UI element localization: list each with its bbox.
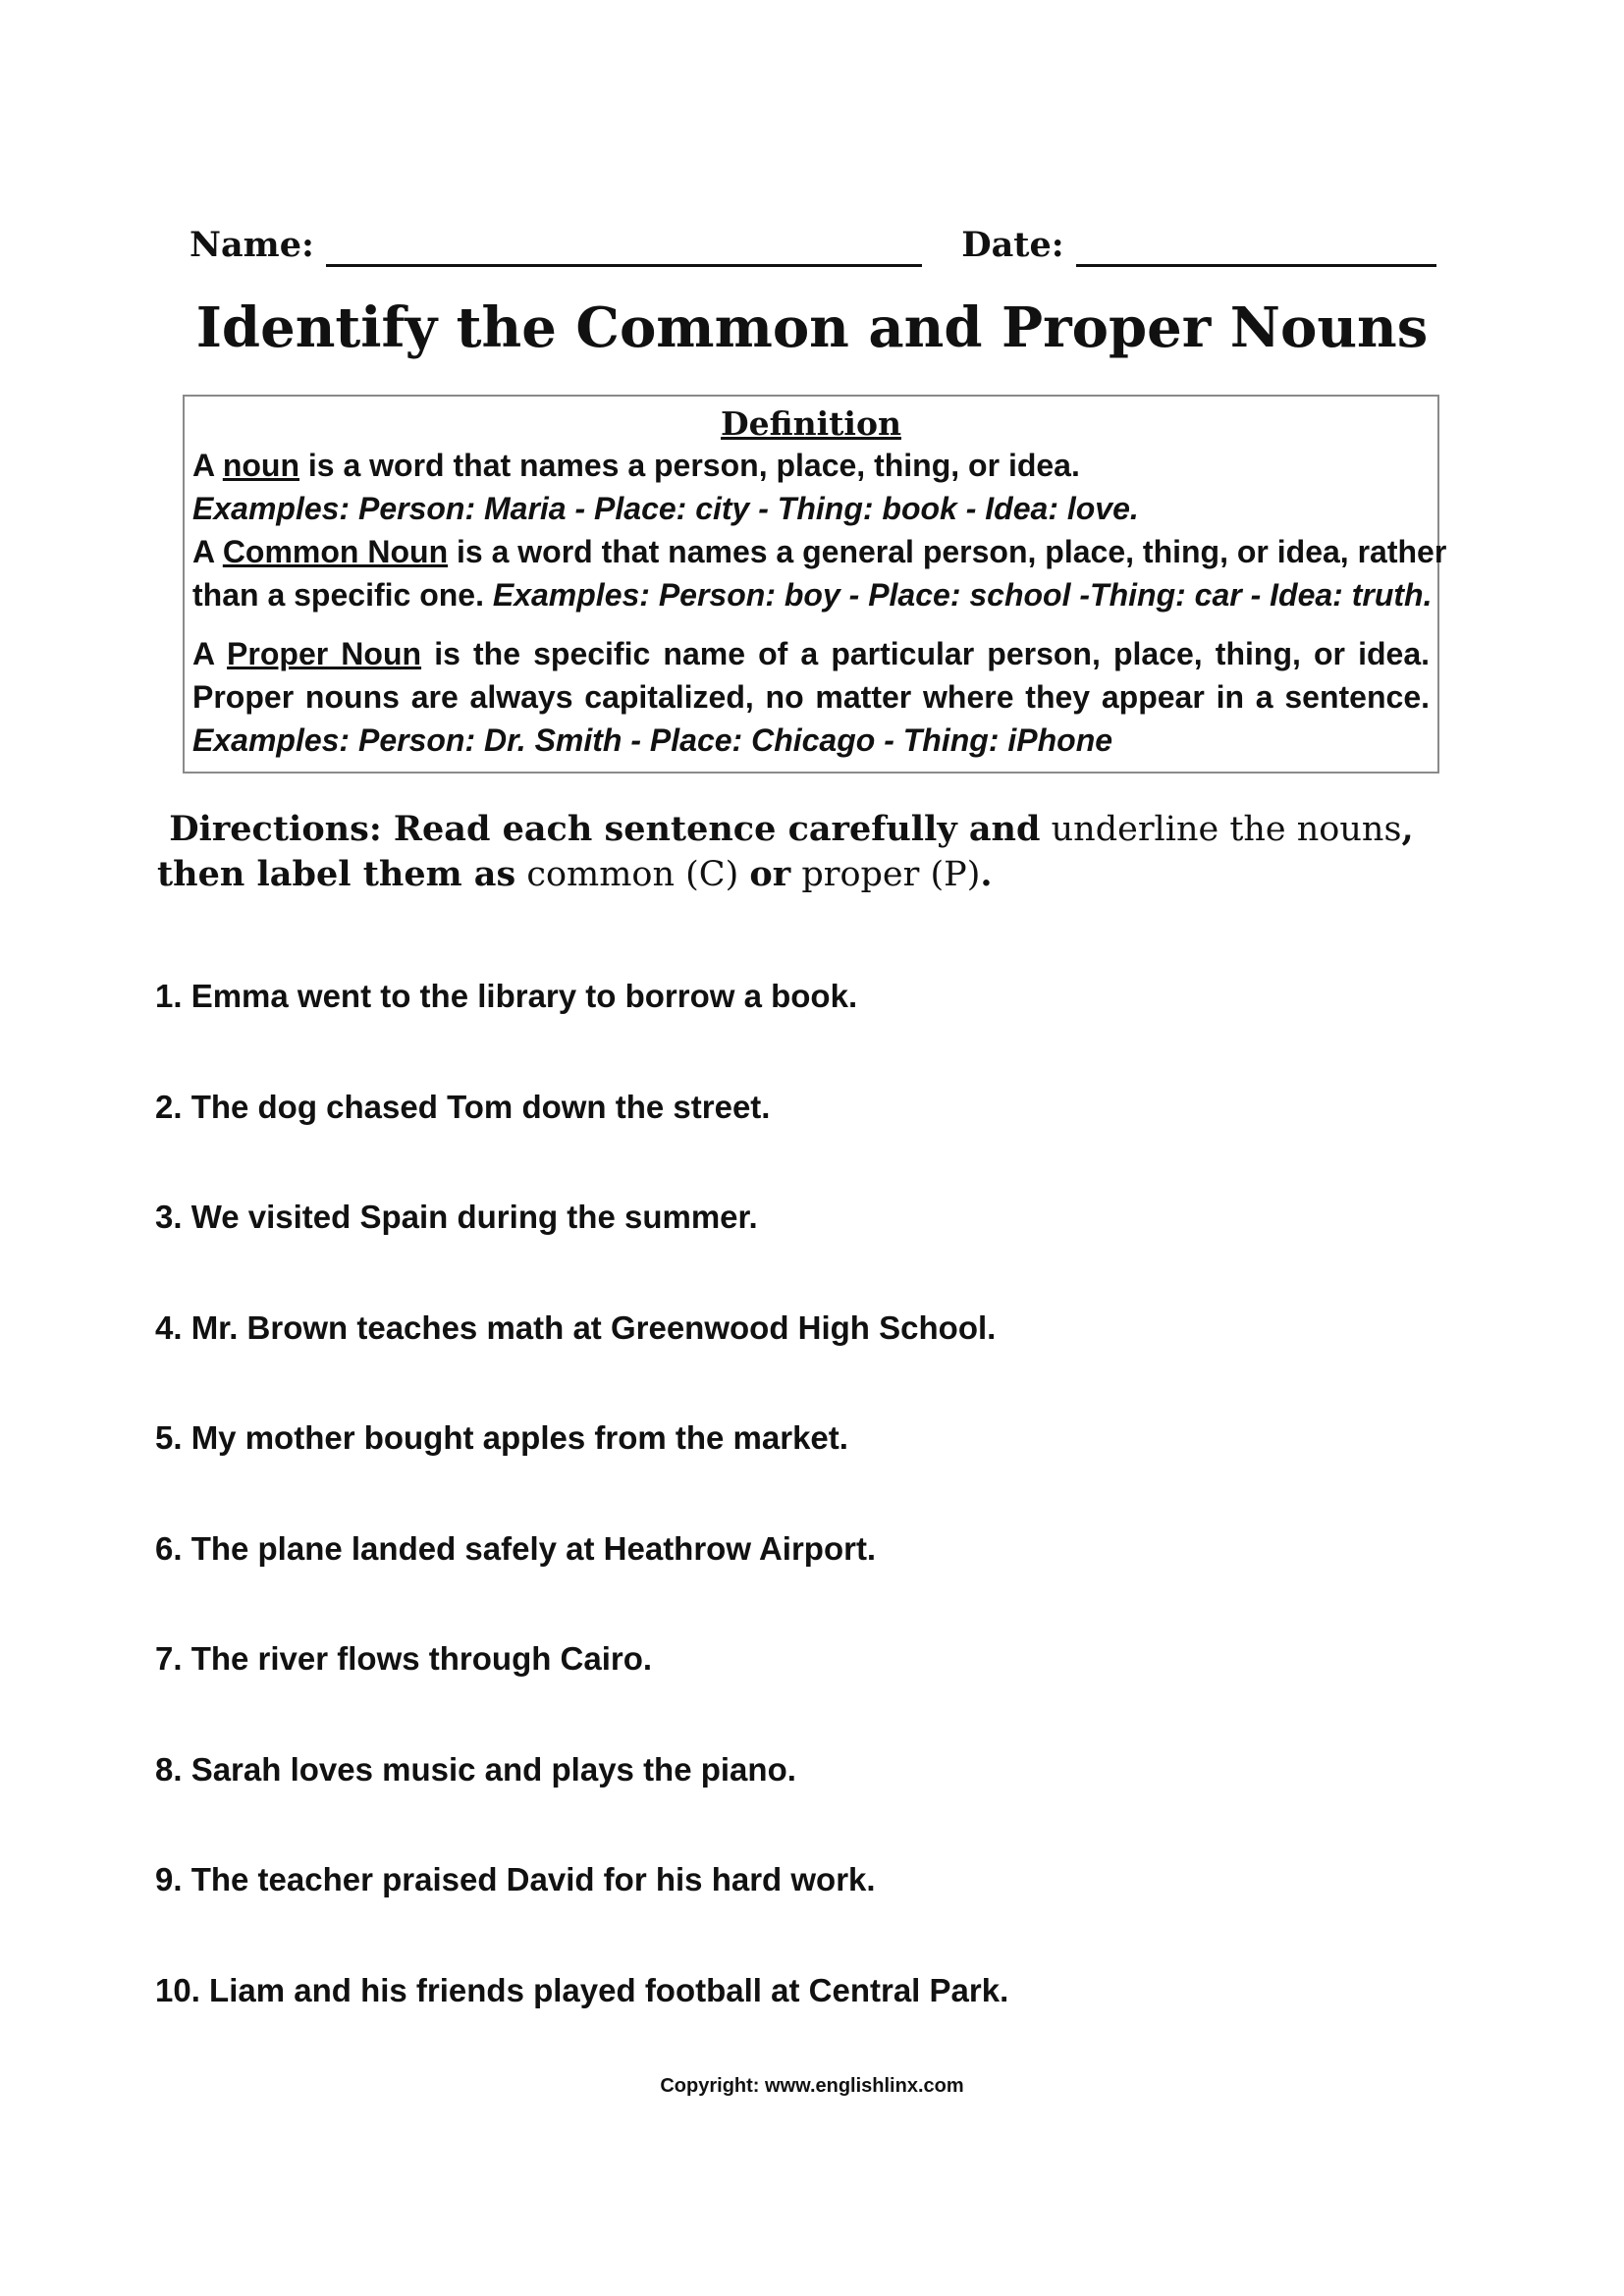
noun-examples: Examples: Person: Maria - Place: city - Thing: book - Idea: love. <box>192 491 1139 526</box>
header-row <box>189 224 1436 267</box>
proper-noun-definition <box>192 632 1430 675</box>
definition-heading: Definition <box>721 404 901 443</box>
page-title: Identify the Common and Proper Nouns <box>195 295 1429 360</box>
sentence-item[interactable]: 9. The teacher praised David for his hard work. <box>155 1861 876 1897</box>
noun-article: A <box>192 448 214 483</box>
definition-box <box>183 395 1447 774</box>
proper-noun-text: is the specific name of a particular person, place, thing, or idea. <box>434 636 1431 671</box>
directions-underline: underline the nouns <box>1051 810 1402 849</box>
sentence-item[interactable]: 3. We visited Spain during the summer. <box>155 1199 758 1235</box>
date-label: Date: <box>961 225 1064 265</box>
sentence-list <box>155 972 1432 2076</box>
sentence-item[interactable]: 2. The dog chased Tom down the street. <box>155 1088 771 1125</box>
noun-text: is a word that names a person, place, thing, or idea. <box>307 448 1080 483</box>
sentence-item[interactable]: 1. Emma went to the library to borrow a book. <box>155 978 858 1014</box>
sentence-item[interactable]: 5. My mother bought apples from the market. <box>155 1419 848 1456</box>
directions-intro: Directions: Read each sentence carefully and <box>169 809 1041 849</box>
name-label: Name: <box>189 225 314 265</box>
common-noun-text-2: than a specific one. <box>192 577 484 613</box>
sentence-item[interactable]: 8. Sarah loves music and plays the piano. <box>155 1750 796 1788</box>
proper-noun-term: Proper Noun <box>227 636 422 671</box>
sentence-item[interactable]: 10. Liam and his friends played football at Central Park. <box>155 1971 1009 2008</box>
date-blank[interactable] <box>1076 233 1436 267</box>
name-blank[interactable] <box>326 233 922 267</box>
common-noun-continuation <box>192 573 1433 616</box>
noun-term: noun <box>222 448 299 483</box>
proper-article: A <box>192 636 214 671</box>
sentence-item[interactable]: 6. The plane landed safely at Heathrow Airport. <box>155 1529 877 1567</box>
directions-period: . <box>980 854 993 894</box>
common-noun-definition <box>192 530 1447 573</box>
common-noun-examples: Examples: Person: boy - Place: school -Thing: car - Idea: truth. <box>492 577 1433 613</box>
directions <box>157 807 1492 897</box>
proper-noun-rule: Proper nouns are always capitalized, no matter where they appear in a sentence. <box>192 679 1430 715</box>
sentence-item[interactable]: 4. Mr. Brown teaches math at Greenwood High School. <box>155 1308 997 1346</box>
noun-definition <box>192 444 1430 487</box>
common-noun-term: Common Noun <box>222 534 449 569</box>
proper-noun-examples: Examples: Person: Dr. Smith - Place: Chicago - Thing: iPhone <box>192 722 1113 758</box>
directions-or: or <box>749 854 791 894</box>
directions-label: , then label them as <box>157 809 1414 894</box>
copyright-footer: Copyright: www.englishlinx.com <box>660 2075 964 2097</box>
directions-proper: proper (P) <box>801 855 981 894</box>
directions-common: common (C) <box>526 855 739 894</box>
common-noun-text: is a word that names a general person, place, thing, or idea, rather <box>457 534 1447 569</box>
common-article: A <box>192 534 214 569</box>
sentence-item[interactable]: 7. The river flows through Cairo. <box>155 1640 653 1677</box>
